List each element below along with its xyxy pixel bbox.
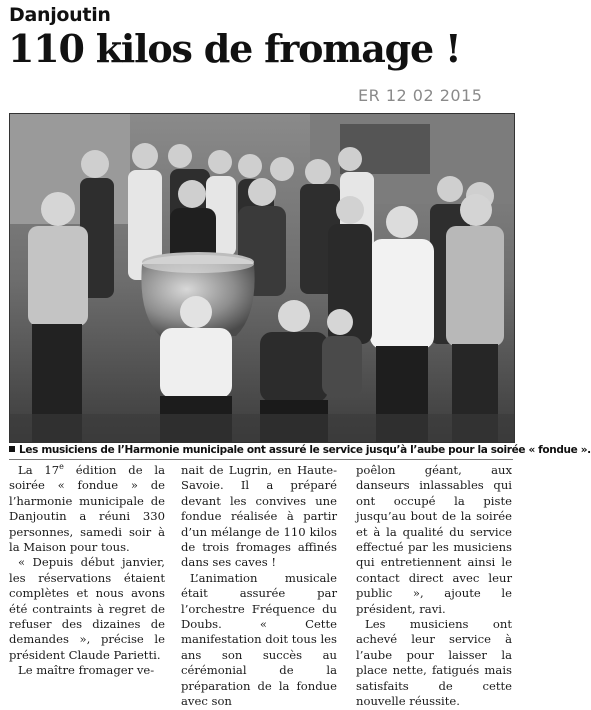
date-stamp: ER 12 02 2015 [358,86,483,105]
article-headline: 110 kilos de fromage ! [8,26,461,71]
edition-number: La 17 [18,463,60,477]
group-photo [9,113,515,443]
column-1-paragraph-2: « Depuis début janvier, les réservations étaient complètes et nous avons été contraints à regret de refuser des dizaines de demandes », précise le président Claude Parietti. [9,555,165,662]
photo-caption-text: Les musiciens de l’Harmonie municipale ont assuré le service jusqu’à l’aube pour la soirée « fondue ». [19,444,591,456]
photo-caption [9,444,591,456]
caption-bullet-icon [9,446,15,452]
column-1-paragraph-1-text: édition de la soirée « fondue » de l’harmonie municipale de Danjoutin a réuni 330 personnes, samedi soir à la Maison pour tous. [9,463,165,555]
edition-suffix: e [59,462,64,472]
column-2-paragraph-2: L’animation musicale était assurée par l’orchestre Fréquence du Doubs. « Cette manifestation doit tous les ans son succès au cérémonial de la préparation de la fondue avec son [181,570,337,709]
column-1-paragraph-3: Le maître fromager ve- [18,663,155,678]
article-column-3 [356,463,512,710]
article-column-1 [9,463,165,679]
column-3-paragraph-1: poêlon géant, aux danseurs inlassables qui ont occupé la piste jusqu’au bout de la soirée et à la qualité du service effectué par les musiciens qui entretiennent ainsi le contact direct avec leur public », ajoute le président, ravi. [356,463,512,616]
caption-divider [9,459,513,460]
group-photo-illustration [10,114,514,442]
column-2-paragraph-1: nait de Lugrin, en Haute-Savoie. Il a préparé devant les convives une fondue réalisée à partir d’un mélange de 110 kilos de trois fromages affinés dans ses caves ! [181,463,337,570]
column-1-paragraph-1 [9,463,165,555]
article-kicker: Danjoutin [9,4,111,26]
column-3-paragraph-2: Les musiciens ont achevé leur service à l’aube pour laisser la place nette, fatigués mais satisfaits de cette nouvelle réussite. [356,617,512,709]
article-column-2 [181,463,337,710]
